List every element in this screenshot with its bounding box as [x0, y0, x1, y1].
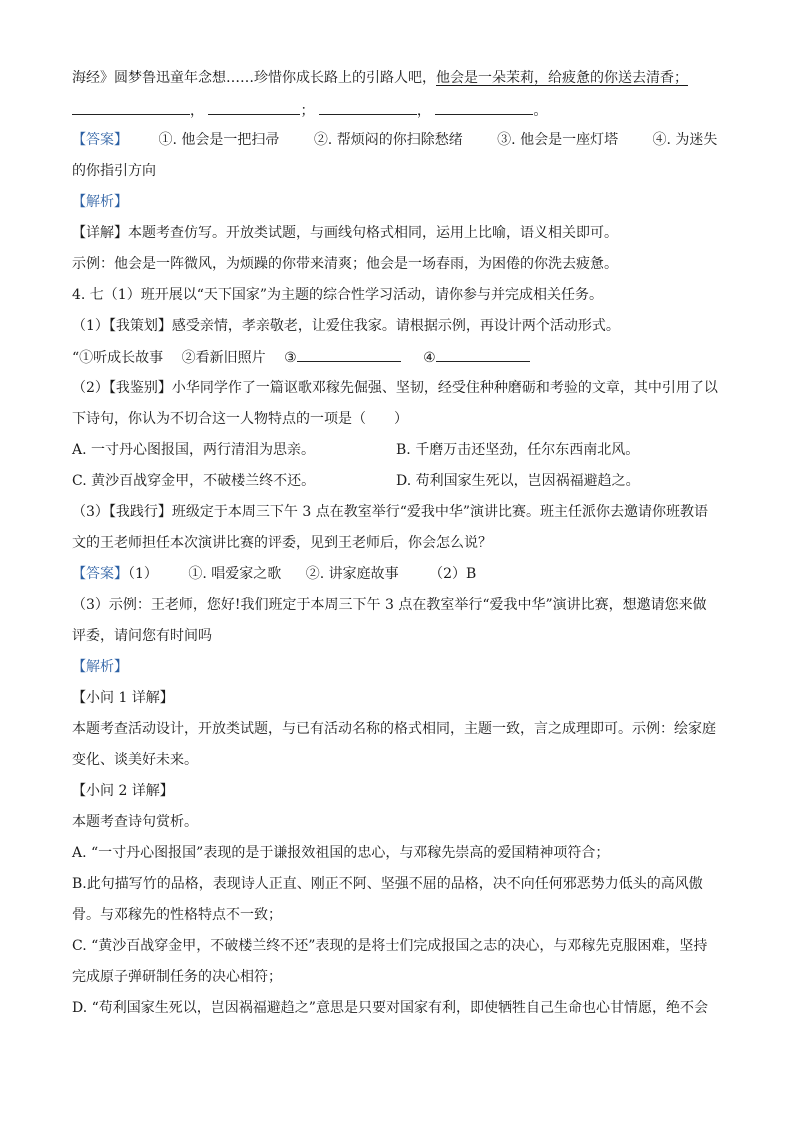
activity-item: ②看新旧照片: [181, 350, 266, 366]
option-c: C. 黄沙百战穿金甲，不破楼兰终不还。: [72, 473, 316, 489]
answer-text: （3）示例：王老师，您好!我们班定于本周三下午 3 点在教室举行“爱我中华”演讲比赛，想邀请您来做: [72, 597, 707, 613]
fill-blank-line: [72, 100, 547, 121]
analysis-a: A. “一寸丹心图报国”表现的是于谦报效祖国的忠心，与邓稼先崇高的爱国精神项符合；: [72, 845, 610, 861]
punctuation: 。: [533, 103, 548, 119]
answer-text: 评委，请问您有时间吗: [72, 628, 212, 644]
answer-item: ①. 唱爱家之歌: [188, 566, 282, 582]
analysis-b: B.此句描写竹的品格，表现诗人正直、刚正不阿、坚强不屈的品格，决不向任何邪恶势力低头的高风傲: [72, 876, 703, 892]
sub-question-text: 本题考查活动设计，开放类试题，与已有活动名称的格式相同，主题一致，言之成理即可。示例：绘家庭: [72, 721, 716, 737]
answer-label: 【答案】: [72, 566, 128, 582]
analysis-label: 【解析】: [72, 194, 128, 210]
answer-line: [72, 130, 717, 150]
answer-item: ②. 讲家庭故事: [305, 566, 399, 582]
punctuation: ，: [416, 103, 431, 119]
answer-blank: [319, 100, 417, 115]
answer-item: （2）B: [429, 566, 477, 582]
analysis-c: 完成原子弹研制任务的决心相符；: [72, 969, 282, 985]
analysis-b: 骨。与邓稼先的性格特点不一致；: [72, 907, 282, 923]
answer-blank: [436, 347, 530, 362]
answer-line: [72, 564, 476, 584]
question-4-2: （2）【我鉴别】小华同学作了一篇讴歌邓稼先倔强、坚韧，经受住种种磨砺和考验的文章，其中引用了以: [72, 380, 718, 396]
analysis-d: D. “苟利国家生死以，岂因祸福避趋之”意思是只要对国家有利，即使牺牲自己生命也心甘情愿，绝不会: [72, 1000, 708, 1016]
activity-item: ③: [284, 350, 297, 366]
sub-question-label: 【小问 1 详解】: [72, 690, 174, 706]
question-4-2-cont: 下诗句，你认为不切合这一人物特点的一项是（ ）: [72, 411, 408, 427]
passage-text: 海经》圆梦鲁迅童年念想……珍惜你成长路上的引路人吧，: [72, 70, 436, 86]
answer-continuation: 的你指引方向: [72, 163, 156, 179]
question-4: 4. 七（1）班开展以“天下国家”为主题的综合性学习活动，请你参与并完成相关任务。: [72, 287, 604, 303]
example-text: 示例：他会是一阵微风，为烦躁的你带来清爽；他会是一场春雨，为困倦的你洗去疲惫。: [72, 256, 618, 272]
analysis-c: C. “黄沙百战穿金甲，不破楼兰终不还”表现的是将士们完成报国之志的决心，与邓稼先克服困难，坚持: [72, 938, 708, 954]
underlined-sentence: 他会是一朵茉莉，给疲惫的你送去清香；: [436, 70, 688, 86]
answer-blank: [435, 100, 533, 115]
activity-items: [72, 347, 530, 368]
answer-item: ②. 帮烦闷的你扫除愁绪: [313, 132, 463, 148]
answer-blank: [208, 100, 300, 115]
answer-item: ①. 他会是一把扫帚: [158, 132, 280, 148]
sub-question-text: 变化、谈美好未来。: [72, 752, 198, 768]
question-4-3: （3）【我践行】班级定于本周三下午 3 点在教室举行“爱我中华”演讲比赛。班主任派你去邀请你班教语: [72, 504, 709, 520]
sub-question-label: 【小问 2 详解】: [72, 783, 174, 799]
answer-label: 【答案】: [72, 132, 128, 148]
option-a: A. 一寸丹心图报国，两行清泪为思亲。: [72, 442, 316, 458]
question-4-3-cont: 文的王老师担任本次演讲比赛的评委，见到王老师后，你会怎么说？: [72, 535, 492, 551]
option-d: D. 苟利国家生死以，岂因祸福避趋之。: [396, 473, 640, 489]
text-line: [72, 68, 688, 88]
answer-blank: [72, 100, 190, 115]
option-b: B. 千磨万击还坚劲，任尔东西南北风。: [396, 442, 640, 458]
activity-item: ④: [423, 350, 436, 366]
answer-item: ③. 他会是一座灯塔: [497, 132, 619, 148]
answer-item: ④. 为迷失: [652, 132, 718, 148]
punctuation: ；: [300, 103, 315, 119]
sub-question-text: 本题考查诗句赏析。: [72, 814, 198, 830]
analysis-label: 【解析】: [72, 659, 128, 675]
answer-blank: [297, 347, 401, 362]
question-4-1: （1）【我策划】感受亲情，孝亲敬老，让爱住我家。请根据示例，再设计两个活动形式。: [72, 318, 620, 334]
punctuation: ，: [190, 103, 204, 119]
answer-item: （1）: [128, 566, 158, 582]
activity-item: “①听成长故事: [72, 350, 164, 366]
detail-text: 【详解】本题考查仿写。开放类试题，与画线句格式相同，运用上比喻，语义相关即可。: [72, 225, 618, 241]
